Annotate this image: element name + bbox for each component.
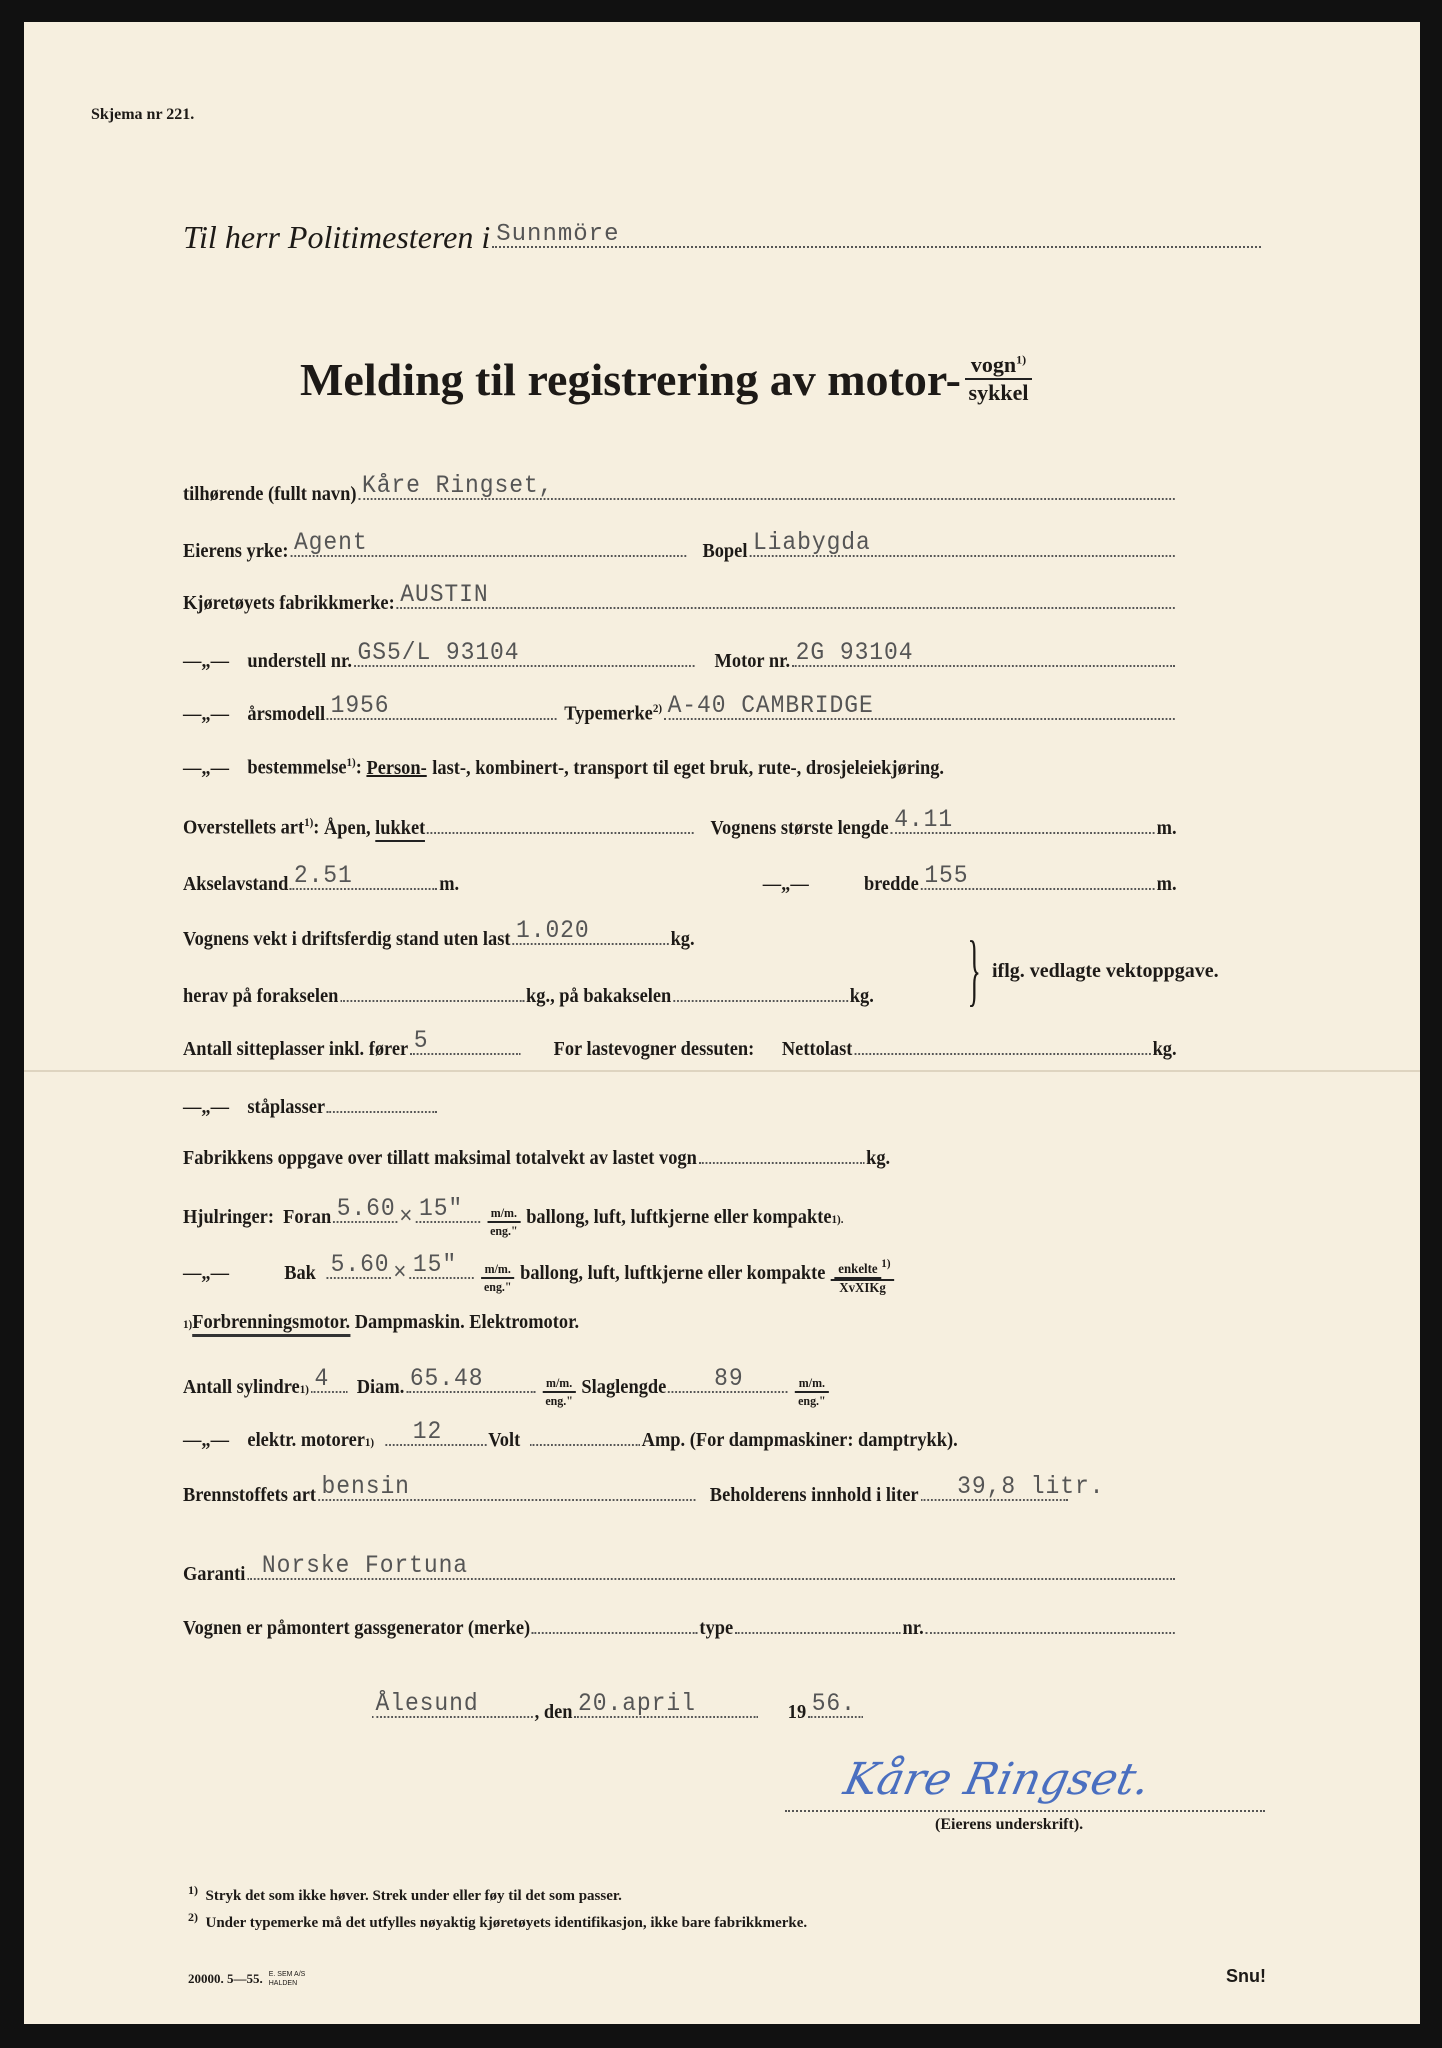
stroke-label: Slaglengde [581, 1376, 667, 1398]
title-text: Melding til registrering av motor- [300, 353, 961, 405]
owner-label: tilhørende (fullt navn) [183, 483, 357, 505]
signature-line[interactable] [785, 1754, 1265, 1812]
engine-type-row: 1) Forbrenningsmotor. Dampmaskin. Elektromotor. [183, 1311, 1177, 1337]
front-label: Foran [283, 1206, 332, 1228]
max-weight-label: Fabrikkens oppgave over tillatt maksimal totalvekt av lastet vogn [183, 1147, 697, 1169]
gas-row [183, 1610, 1177, 1640]
volt-label: Volt [488, 1429, 521, 1451]
make-label: Kjøretøyets fabrikkmerke: [183, 592, 395, 614]
occupation-field[interactable]: Agent [290, 533, 686, 557]
front-axle-field[interactable] [340, 978, 524, 1002]
seats-row [183, 1026, 1177, 1061]
rear-width-field[interactable]: 5.60 [327, 1255, 391, 1279]
unit-fraction: $\frac{m/m.}{\text{eng."}}$ [487, 1205, 521, 1238]
fuel-field[interactable]: bensin [318, 1477, 695, 1501]
electric-label: elektr. motorer [247, 1429, 365, 1451]
year-field[interactable]: 1956 [327, 696, 557, 720]
steam-pressure-label: (For dampmaskiner: damptrykk). [689, 1429, 958, 1451]
addressee-label: Til herr Politimesteren i [183, 219, 491, 255]
rear-tires-row [183, 1250, 1177, 1304]
printer-name: E. SEM A/S HALDEN [268, 1971, 306, 1987]
year-row [183, 691, 1177, 726]
purpose-selected[interactable]: Person- [366, 756, 427, 779]
occupation-row [183, 528, 1177, 563]
front-diam-field[interactable]: 15" [415, 1199, 479, 1223]
form-title [300, 352, 1032, 406]
den-label: , den [534, 1701, 573, 1723]
rear-axle-field[interactable] [673, 978, 848, 1002]
front-tire-types: ballong, luft, luftkjerne eller kompakte [526, 1206, 832, 1228]
rear-label: Bak [284, 1262, 316, 1284]
occupation-label: Eierens yrke: [183, 540, 289, 562]
rear-axle-unit: kg. [849, 985, 874, 1007]
gas-make-field[interactable] [532, 1610, 698, 1634]
length-unit: m. [1156, 817, 1177, 839]
purpose-row [183, 755, 1177, 780]
max-weight-unit: kg. [866, 1147, 891, 1169]
body-open[interactable]: Åpen, [324, 817, 371, 839]
standing-field[interactable] [327, 1089, 437, 1113]
footnote-2: $^{2)}$ Under typemerke må det utfylles nøyaktig kjøretøyets identifikasjon, ikke bare fabrikkmerke. [188, 1910, 808, 1931]
length-field[interactable]: 4.11 [891, 810, 1155, 834]
date-field[interactable]: 20.april [574, 1694, 758, 1718]
printer-info [188, 1970, 309, 1988]
guarantee-field[interactable]: Norske Fortuna [247, 1556, 1175, 1580]
fold-line [24, 1070, 1420, 1072]
unit-fraction: $\frac{m/m.}{\text{eng."}}$ [542, 1375, 576, 1408]
purpose-options: last-, kombinert-, transport til eget bruk, rute-, drosjeleiekjøring. [432, 756, 945, 779]
brace: } [967, 926, 981, 1014]
footnote-1: $^{1)}$ Stryk det som ikke høver. Strek under eller føy til det som passer. [188, 1883, 622, 1904]
diam-label: Diam. [356, 1376, 405, 1398]
net-load-unit: kg. [1152, 1038, 1177, 1060]
standing-row [183, 1089, 1177, 1119]
times: × [393, 1260, 408, 1287]
body-label: Overstellets art$^{1)}$: [183, 815, 325, 839]
ditto: —„— [183, 650, 229, 672]
unit-fraction: $\frac{m/m.}{\text{eng."}}$ [795, 1375, 829, 1408]
times: × [399, 1204, 414, 1231]
turn-page-note: Snu! [1226, 1966, 1266, 1986]
chassis-label: understell nr. [247, 650, 353, 672]
wheelbase-label: Akselavstand [183, 873, 289, 895]
ditto: —„— [183, 1429, 229, 1451]
wheelbase-field[interactable]: 2.51 [290, 866, 437, 890]
print-code: 20000. 5—55. [188, 1971, 263, 1986]
guarantee-label: Garanti [183, 1563, 246, 1585]
stroke-field[interactable]: 89 [668, 1369, 788, 1393]
purpose-label: bestemmelse$^{1)}$: [247, 755, 367, 779]
length-label: Vognens største lengde [710, 817, 889, 839]
guarantee-row [183, 1551, 1177, 1586]
gas-type-label: type [699, 1617, 734, 1639]
make-field[interactable]: AUSTIN [397, 585, 1175, 609]
signature-caption: (Eierens underskrift). [935, 1816, 1084, 1833]
fuel-row [183, 1472, 1177, 1507]
engine-electric[interactable]: Elektromotor. [469, 1311, 580, 1333]
net-load-field[interactable] [854, 1031, 1150, 1055]
year-prefix: 19 [787, 1701, 807, 1723]
engine-label: Motor nr. [714, 650, 791, 672]
width-label: bredde [863, 873, 919, 895]
front-width-field[interactable]: 5.60 [333, 1199, 397, 1223]
weight-row [183, 916, 1177, 951]
weight-unit: kg. [670, 928, 695, 950]
front-tires-row: Hjulringer: Foran 5.60 × 15" $\frac{m/m.}{\text{eng."}}$ ballong, luft, luftkjerne eller kompakte 1). [183, 1194, 844, 1238]
cylinders-row: Antall sylindre 1) 4 Diam. 65.48 $\frac{m/m.}{\text{eng."}}$ Slaglengde 89 $\frac{m/m.}{\text{eng."}}$ [183, 1369, 1177, 1414]
vehicle-kind-choice: vogn$^{1)}$ sykkel [965, 352, 1032, 406]
residence-field[interactable]: Liabygda [749, 533, 1174, 557]
residence-label: Bopel [702, 540, 748, 562]
gas-label: Vognen er påmontert gassgenerator (merke) [183, 1617, 531, 1639]
body-filler [427, 810, 694, 834]
fuel-label: Brennstoffets art [183, 1484, 317, 1506]
engine-field[interactable]: 2G 93104 [792, 643, 1175, 667]
gas-type-field[interactable] [735, 1610, 901, 1634]
ditto: —„— [762, 873, 809, 895]
axle-label: herav på forakselen [183, 985, 339, 1007]
amp-field[interactable] [529, 1422, 639, 1446]
cylinders-field[interactable]: 4 [311, 1369, 348, 1393]
owner-field[interactable]: Kåre Ringset, [358, 476, 1174, 500]
body-closed[interactable]: lukket [375, 817, 425, 842]
wheelbase-unit: m. [439, 873, 460, 895]
single-twin-choice: $\frac{enkelte ^{1)}}{\text{XvXIKg}}$ [831, 1256, 894, 1297]
ditto: —„— [183, 1262, 229, 1284]
cylinders-label: Antall sylindre [183, 1376, 300, 1398]
standing-label: ståplasser [247, 1096, 326, 1118]
rear-tire-types: ballong, luft, luftkjerne eller kompakte [520, 1262, 826, 1284]
tank-label: Beholderens innhold i liter [709, 1484, 919, 1506]
seats-label: Antall sitteplasser inkl. fører [183, 1038, 409, 1060]
weight-label: Vognens vekt i driftsferdig stand uten last [183, 928, 511, 950]
ditto: —„— [183, 1096, 229, 1118]
engine-combustion[interactable]: Forbrenningsmotor. [192, 1311, 350, 1337]
unit-fraction: $\frac{m/m.}{\text{eng."}}$ [481, 1261, 515, 1294]
ditto: —„— [183, 756, 229, 779]
amp-label: Amp. [641, 1429, 686, 1451]
owner-row [183, 471, 1177, 506]
type-field[interactable]: A-40 CAMBRIDGE [664, 696, 1175, 720]
max-weight-field[interactable] [699, 1140, 865, 1164]
rear-axle-label: kg., på bakakselen [526, 985, 672, 1007]
footnotes [188, 1880, 807, 1934]
tank-field[interactable]: 39,8 litr. [920, 1477, 1067, 1501]
max-weight-row [183, 1140, 1177, 1170]
diam-field[interactable]: 65.48 [406, 1369, 535, 1393]
addressee-line [183, 216, 1263, 256]
gas-nr-label: nr. [902, 1617, 924, 1639]
police-district-field[interactable]: Sunnmöre [492, 216, 1261, 248]
weight-field[interactable]: 1.020 [512, 921, 668, 945]
width-unit: m. [1156, 873, 1177, 895]
engine-steam[interactable]: Dampmaskin. [354, 1311, 465, 1333]
seats-field[interactable]: 5 [410, 1031, 520, 1055]
cargo-label: For lastevogner dessuten: [553, 1038, 755, 1060]
rear-diam-field[interactable]: 15" [409, 1255, 473, 1279]
gas-nr-field[interactable] [926, 1610, 1175, 1634]
place-field[interactable]: Ålesund [372, 1694, 533, 1718]
sign-year-field[interactable]: 56. [808, 1694, 863, 1718]
net-load-label: Nettolast [781, 1038, 853, 1060]
weight-note: iflg. vedlagte vektoppgave. [992, 960, 1219, 982]
volt-field[interactable]: 12 [385, 1422, 486, 1446]
tires-label: Hjulringer: [183, 1206, 274, 1228]
width-field[interactable]: 155 [921, 866, 1155, 890]
year-label: årsmodell [247, 703, 326, 725]
ditto: —„— [183, 703, 229, 725]
wheelbase-row [183, 861, 1177, 896]
chassis-field[interactable]: GS5/L 93104 [354, 643, 694, 667]
chassis-row [183, 638, 1177, 673]
signature: Kåre Ringset. [839, 1754, 1155, 1805]
electric-row: —„— elektr. motorer 1) 12 Volt Amp. (For dampmaskiner: damptrykk). [183, 1417, 958, 1451]
body-row [183, 805, 1177, 842]
form-number: Skjema nr 221. [91, 106, 195, 123]
place-date-row [370, 1689, 922, 1724]
make-row [183, 580, 1177, 615]
type-label: Typemerke$^{2)}$ [564, 701, 663, 725]
